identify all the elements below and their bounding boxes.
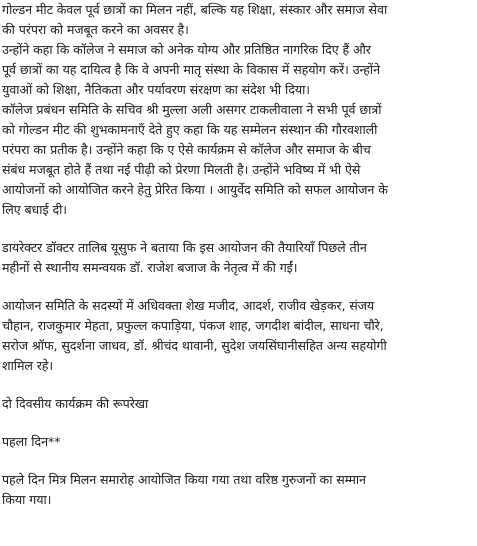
text-line: पहला दिन** [2, 434, 61, 449]
paragraph-spacer [2, 414, 474, 432]
text-line: परंपरा का प्रतीक है। उन्होंने कहा कि ए ऐसे कार्यक्रम से कॉलेज और समाज के बीच [2, 142, 371, 157]
paragraph-spacer [2, 376, 474, 394]
text-line: आयोजनों को आयोजित करने हेतु प्रेरित किया । आयुर्वेद समिति को सफल आयोजन के [2, 182, 388, 197]
paragraph-spacer [2, 220, 474, 238]
text-line: महीनों से स्थानीय समन्वयक डॉ. राजेश बजाज के नेतृत्व में की गईं। [2, 260, 298, 275]
paragraph-committee-members [2, 296, 474, 376]
text-line: चौहान, राजकुमार मेहता, प्रफुल्ल कपाड़िया, पंकज शाह, जगदीश बांदील, साधना चौरे, [2, 318, 384, 333]
paragraph-college-contribution [2, 40, 474, 100]
text-line: पहले दिन मित्र मिलन समारोह आयोजित किया गया तथा वरिष्ठ गुरुजनों का सम्मान [2, 472, 366, 487]
text-line: कॉलेज प्रबंधन समिति के सचिव श्री मुल्ला अली असगर टाकलीवाला ने सभी पूर्व छात्रों [2, 102, 382, 117]
text-line: शामिल रहे। [2, 358, 54, 373]
text-line: दो दिवसीय कार्यक्रम की रूपरेखा [2, 396, 149, 411]
text-line: संबंध मजबूत होते हैं तथा नई पीढ़ी को प्रेरणा मिलती है। उन्होंने भविष्य में भी ऐसे [2, 162, 361, 177]
text-line: आयोजन समिति के सदस्यों में अधिवक्ता शेख मजीद, आदर्श, राजीव खेड़कर, संजय [2, 298, 375, 313]
text-line: उन्होंने कहा कि कॉलेज ने समाज को अनेक योग्य और प्रतिष्ठित नागरिक दिए हैं और [2, 42, 371, 57]
section-heading-program-outline [2, 394, 474, 414]
text-line: गोल्डन मीट केवल पूर्व छात्रों का मिलन नहीं, बल्कि यह शिक्षा, संस्कार और समाज सेवा [2, 2, 388, 17]
text-line: किया गया। [2, 492, 52, 507]
text-line: सरोज श्रॉफ, सुदर्शना जाधव, डॉ. श्रीचंद थावानी, सुदेश जयसिंघानीसहित अन्य सहयोगी [2, 338, 387, 353]
text-line: पूर्व छात्रों का यह दायित्व है कि वे अपनी मातृ संस्था के विकास में सहयोग करें। उन्होंने [2, 62, 380, 77]
text-line: की परंपरा को मजबूत करने का अवसर है। [2, 22, 189, 37]
article-body [2, 0, 474, 510]
section-heading-day-one [2, 432, 474, 452]
text-line: लिए बधाई दी। [2, 202, 67, 217]
paragraph-spacer [2, 278, 474, 296]
paragraph-day-one-details [2, 470, 474, 510]
text-line: डायरेक्टर डॉक्टर तालिब यूसुफ ने बताया कि इस आयोजन की तैयारियाँ पिछले तीन [2, 240, 367, 255]
text-line: को गोल्डन मीट की शुभकामनाएँ देते हुए कहा कि यह सम्मेलन संस्थान की गौरवशाली [2, 122, 378, 137]
paragraph-golden-meet-purpose [2, 0, 474, 40]
paragraph-secretary-message [2, 100, 474, 220]
paragraph-director-statement [2, 238, 474, 278]
text-line: युवाओं को शिक्षा, नैतिकता और पर्यावरण संरक्षण का संदेश भी दिया। [2, 82, 310, 97]
paragraph-spacer [2, 452, 474, 470]
